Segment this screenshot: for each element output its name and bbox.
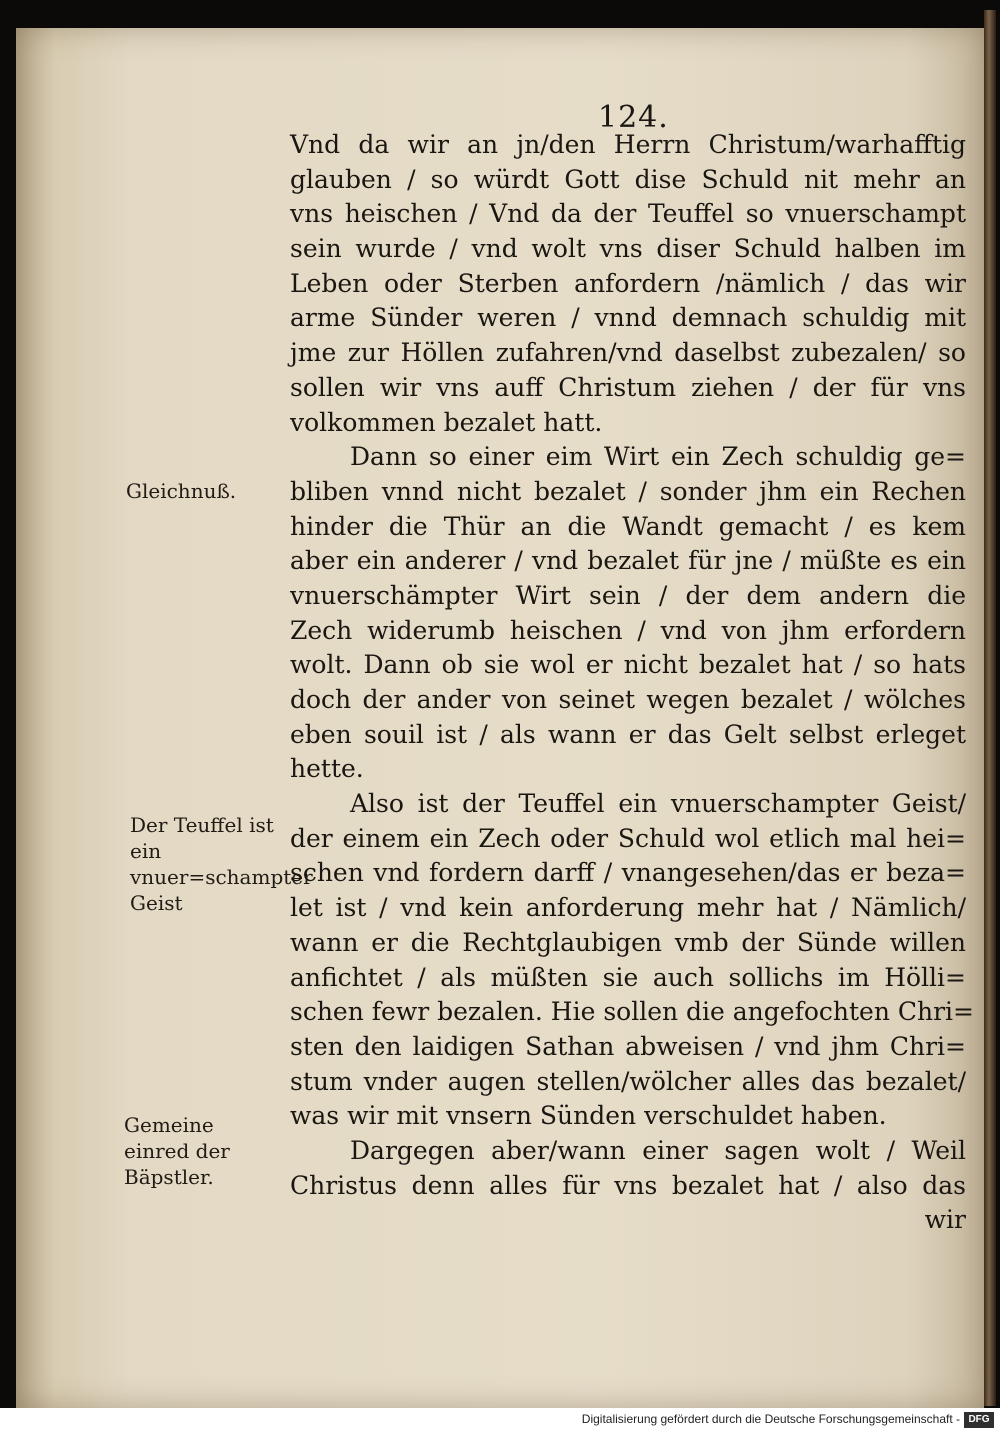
text-line: schen fewr bezalen. Hie sollen die angefochten Chri= [290,997,974,1027]
margin-note-einred [124,1112,284,1190]
text-line: hinder die Thür an die Wandt gemacht / es kem [290,511,966,541]
text-line: Zech widerumb heischen / vnd von jhm erfordern [290,615,966,645]
text-line: stum vnder augen stellen/wölcher alles das bezalet/ [290,1066,966,1096]
text-line: jme zur Höllen zufahren/vnd daselbst zubezalen/ so [290,338,966,368]
text-line: arme Sünder weren / vnnd demnach schuldig mit [290,303,966,333]
text-line: Also ist der Teuffel ein vnuerschampter Geist/ [350,789,966,819]
margin-note-teuffel-text: Der Teuffel ist ein vnuer=schampter Geist [130,813,313,915]
funding-notice: Digitalisierung gefördert durch die Deutsche Forschungsgemeinschaft - [581,1412,960,1426]
margin-note-einred-text: Gemeine einred der Bäpstler. [124,1113,230,1189]
text-line: volkommen bezalet hatt. [290,407,603,437]
text-line: was wir mit vnsern Sünden verschuldet haben. [290,1101,887,1131]
text-line: glauben / so würdt Gott dise Schuld nit mehr an [290,164,966,194]
text-line: bliben vnnd nicht bezalet / sonder jhm ein Rechen [290,476,966,506]
text-line: anfichtet / als müßten sie auch sollichs im Hölli= [290,962,966,992]
text-line: der einem ein Zech oder Schuld wol etlich mal hei= [290,823,966,853]
catchword: wir [924,1205,966,1235]
dfg-logo: DFG [964,1412,994,1428]
margin-note-teuffel [130,812,313,916]
text-line: sollen wir vns auff Christum ziehen / der für vns [290,372,966,402]
text-line: aber ein anderer / vnd bezalet für jne / müßte es ein [290,546,966,576]
book-edge [984,10,996,1406]
text-line: wann er die Rechtglaubigen vmb der Sünde willen [290,927,966,957]
text-line: Dargegen aber/wann einer sagen wolt / Weil [350,1135,966,1165]
text-line: wolt. Dann ob sie wol er nicht bezalet hat / so hats [290,650,966,680]
text-line: vnuerschämpter Wirt sein / der dem andern die [290,580,966,610]
text-line: hette. [290,754,364,784]
margin-note-gleichnuss: Gleichnuß. [126,479,237,503]
text-line: Leben oder Sterben anfordern /nämlich / das wir [290,268,966,298]
text-line: eben souil ist / als wann er das Gelt selbst erleget [290,719,966,749]
text-line: Christus denn alles für vns bezalet hat / also das [290,1170,966,1200]
text-line: schen vnd fordern darff / vnangesehen/das er beza= [290,858,966,888]
text-line: Vnd da wir an jn/den Herrn Christum/warhafftig [290,130,966,159]
text-line: Dann so einer eim Wirt ein Zech schuldig ge= [350,442,966,472]
text-line: doch der ander von seinet wegen bezalet / wölches [290,685,966,714]
text-line: sein wurde / vnd wolt vns diser Schuld halben im [290,234,966,264]
page-number: 124. [598,100,669,135]
text-line: let ist / vnd kein anforderung mehr hat / Nämlich/ [290,893,966,923]
footer-bar [0,1410,1000,1432]
body-text [290,128,974,1238]
text-line: sten den laidigen Sathan abweisen / vnd jhm Chri= [290,1031,966,1061]
text-line: vns heischen / Vnd da der Teuffel so vnuerschampt [290,199,966,229]
